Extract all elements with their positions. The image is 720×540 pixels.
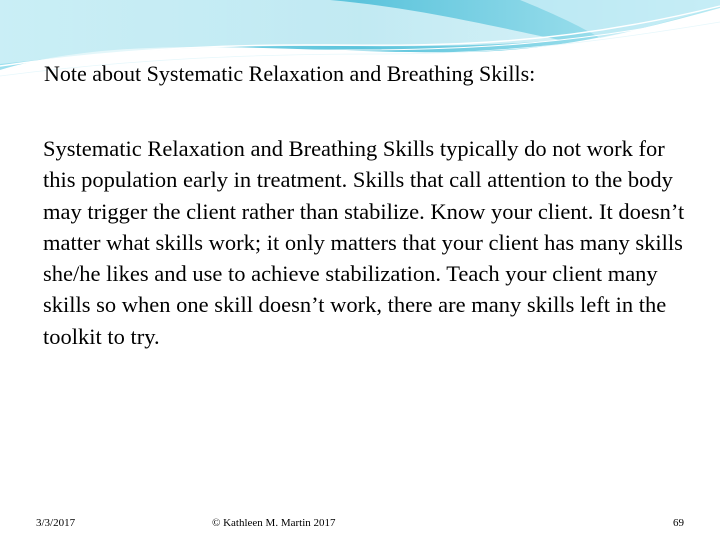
slide-body-text: Systematic Relaxation and Breathing Skills typically do not work for this population early in treatment. Skills that call attention to the body may trigger the client rather than stabilize. Know your client. It doesn’t matter what skills work; it only matters that your client has many skills she/he likes and use to achieve stabilization. Teach your client many skills so when one skill doesn’t work, there are many skills left in the toolkit to try. bbox=[43, 136, 685, 349]
footer-page-number: 69 bbox=[673, 517, 684, 529]
slide-title: Note about Systematic Relaxation and Breathing Skills: bbox=[44, 61, 536, 86]
footer-date: 3/3/2017 bbox=[36, 517, 76, 529]
footer-copyright: © Kathleen M. Martin 2017 bbox=[212, 517, 336, 529]
